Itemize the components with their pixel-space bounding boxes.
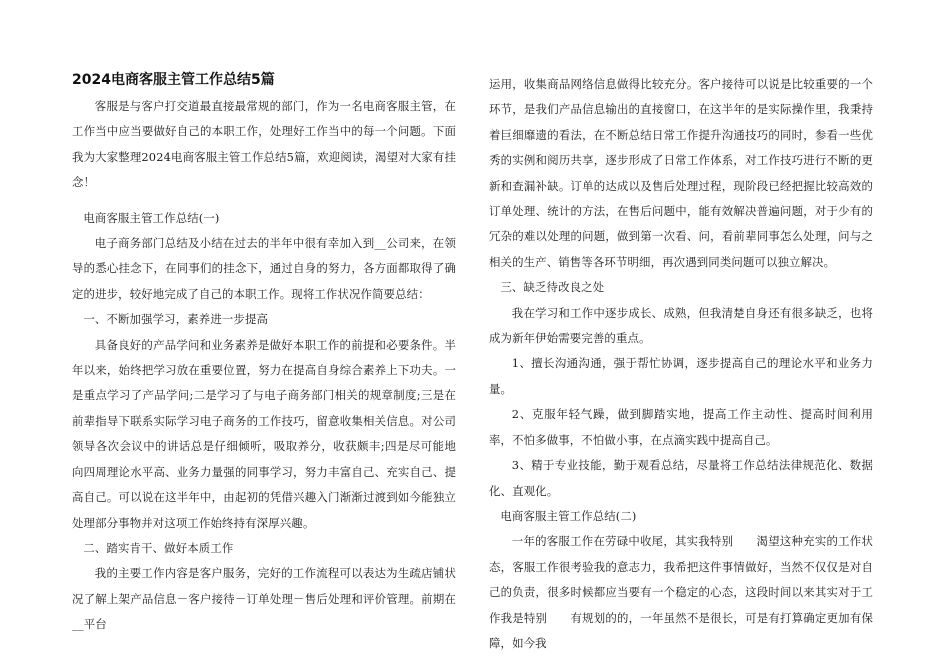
section-heading: 电商客服主管工作总结(二) [500,508,637,523]
body-paragraph: 一年的客服工作在劳碌中收尾，其实我特别 渴望这种充实的工作状态，客服工作很考验我的意志力，我希把这件事情做好，当然不仅仅是对自己的负责，很多时候都应当要有一个稳定的心态，这段时间以来其实对于工作我是特别 有规划的的，一年虽然不是很长，可是有打算确定更加有保障，如今我 [489,534,873,650]
left-column-body [72,94,456,638]
left-column [72,72,456,638]
section-heading: 三、缺乏待改良之处 [500,280,605,295]
document-title: 2024电商客服主管工作总结5篇 [72,72,275,88]
right-column [489,72,873,656]
section-heading: 电商客服主管工作总结(一) [83,210,220,225]
body-paragraph: 2、克服年轻气躁，做到脚踏实地，提高工作主动性、提高时间利用率，不怕多做事，不怕做小事，在点滴实践中提高自己。 [489,407,873,447]
section-heading: 二、踏实肯干、做好本质工作 [83,540,234,555]
body-paragraph: 1、擅长沟通沟通，强于帮忙协调，逐步提高自己的理论水平和业务力量。 [489,356,873,396]
body-paragraph: 3、精于专业技能，勤于观看总结，尽量将工作总结法律规范化、数据化、直观化。 [489,458,873,498]
section-spacer [72,196,456,206]
body-paragraph: 具备良好的产品学问和业务素养是做好本职工作的前提和必要条件。半年以来，始终把学习放在重要位置，努力在提高自身综合素养上下功夫。一是重点学习了产品学问;二是学习了与电子商务部门相关的规章制度;三是在前辈指导下联系实际学习电子商务的工作技巧，留意收集相关信息。对公司领导各次会议中的讲话总是仔细倾听，吸取养分，收获颇丰;四是尽可能地向四周理论水平高、业务力量强的同事学习，努力丰富自己、充实自己、提高自己。可以说在这半年中，由起初的凭借兴趣入门渐渐过渡到如今能独立处理部分事物并对这项工作始终持有深厚兴趣。 [72,337,456,530]
right-column-body [489,72,873,656]
body-paragraph: 运用，收集商品网络信息做得比较充分。客户接待可以说是比较重要的一个环节，是我们产品信息输出的直接窗口，在这半年的是实际操作里，我秉持着巨细靡遗的看法，在不断总结日常工作提升沟通技巧的同时，参看一些优秀的实例和阅历共享，逐步形成了日常工作体系，对工作技巧进行不断的更新和查漏补缺。订单的达成以及售后处理过程，现阶段已经把握比较高效的订单处理、统计的方法，在售后问题中，能有效解决普遍问题，对于少有的冗杂的难以处理的问题，做到第一次看、问，看前辈同事怎么处理，问与之相关的生产、销售等各环节明细，再次遇到同类问题可以独立解决。 [489,77,873,269]
section-heading: 一、不断加强学习，素养进一步提高 [83,312,269,327]
body-paragraph: 我在学习和工作中逐步成长、成熟，但我清楚自身还有很多缺乏，也将成为新年伊始需要完善的重点。 [489,305,873,346]
body-paragraph: 电子商务部门总结及小结在过去的半年中很有幸加入到__公司来，在领导的悉心挂念下，在同事们的挂念下，通过自身的努力，各方面都取得了确定的进步，较好地完成了自己的本职工作。现将工作状况作简要总结： [72,236,456,301]
body-paragraph: 客服是与客户打交道最直接最常规的部门，作为一名电商客服主管，在工作当中应当要做好自己的本职工作，处理好工作当中的每一个问题。下面我为大家整理2024电商客服主管工作总结5篇，欢迎阅读，渴望对大家有挂念！ [72,99,456,190]
body-paragraph: 我的主要工作内容是客户服务，完好的工作流程可以表达为生疏店铺状况了解上架产品信息－客户接待－订单处理－售后处理和评价管理。前期在__平台 [72,566,456,632]
